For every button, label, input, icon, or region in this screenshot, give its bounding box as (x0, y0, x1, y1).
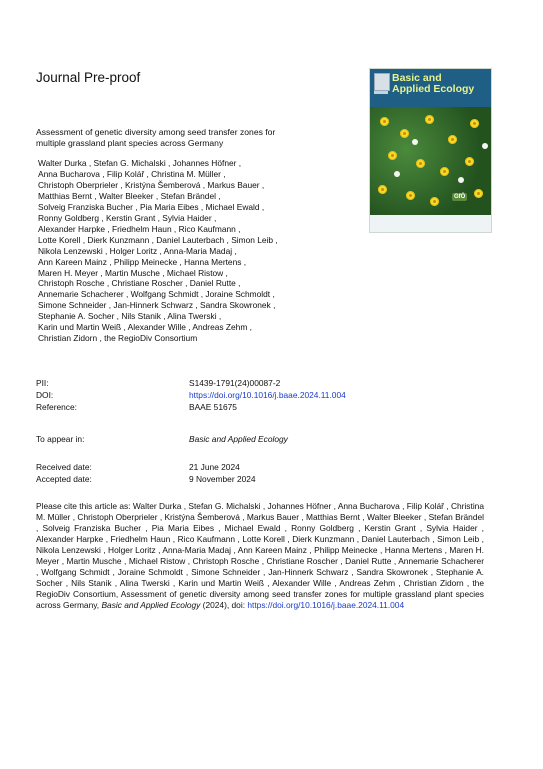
author-line: Alexander Harpke , Friedhelm Haun , Rico Kaufmann , (38, 223, 241, 234)
doi-label: DOI: (36, 390, 54, 400)
flower-icon (430, 197, 439, 206)
received-row (36, 462, 240, 473)
white-flower-icon (482, 143, 488, 149)
cover-photo-flowers (370, 107, 491, 215)
white-flower-icon (458, 177, 464, 183)
author-line: Christian Zidorn , the RegioDiv Consortium (38, 333, 198, 344)
citation-text: Please cite this article as: Walter Durka , Stefan G. Michalski , Johannes Höfner , Anna Bucharova , Filip Kolář , Christina M. Müller , Christoph Oberprieler , Kristýna Šemberová , Markus Bauer , Matthias Bernt , Walter Bleeker , Stefan Brändel , Solveig Franziska Bucher , Pia Maria Eibes , Michael Ewald , Ronny Goldberg , Kerstin Grant , Sylvia Haider , Alexander Harpke , Friedhelm Haun , Rico Kaufmann , Lotte Korell , Dierk Kunzmann , Daniel Lauterbach , Simon Leib , Nikola Lenzewski , Holger Loritz , Anna-Maria Madaj , Ann Kareen Mainz , Philipp Meinecke , Hanna Mertens , Maren H. Meyer , Martin Musche , Michael Ristow , Christoph Rosche , Christiane Roscher , Daniel Rutte , Annemarie Schacherer , Wolfgang Schmidt , Joraine Schmoldt , Simone Schneider , Jan-Hinnerk Schwarz , Sandra Skowronek , Stephanie A. Socher , Nils Stanik , Alina Twerski , Karin und Martin Weiß , Alexander Wille , Andreas Zehm , Christian Zidorn , the RegioDiv Consortium, Assessment of genetic diversity among seed transfer zones for multiple grassland plant species across Germany, (36, 501, 484, 611)
title-line: multiple grassland plant species across Germany (36, 138, 224, 148)
flower-icon (416, 159, 425, 168)
publisher-logo-icon (374, 73, 390, 91)
flower-icon (474, 189, 483, 198)
author-line: Simone Schneider , Jan-Hinnerk Schwarz , Sandra Skowronek , (38, 300, 276, 311)
cover-title-line: Basic and (392, 72, 442, 84)
received-value: 21 June 2024 (189, 462, 240, 472)
author-list (38, 158, 368, 344)
author-line: Maren H. Meyer , Martin Musche , Michael Ristow , (38, 267, 228, 278)
cover-title-line: Applied Ecology (392, 83, 475, 95)
accepted-row (36, 474, 256, 485)
author-line: Ronny Goldberg , Kerstin Grant , Sylvia Haider , (38, 212, 217, 223)
accepted-value: 9 November 2024 (189, 474, 256, 484)
flower-icon (388, 151, 397, 160)
flower-icon (425, 115, 434, 124)
author-line: Walter Durka , Stefan G. Michalski , Johannes Höfner , (38, 158, 242, 168)
author-line: Stephanie A. Socher , Nils Stanik , Alina Twerski , (38, 311, 222, 322)
title-line: Assessment of genetic diversity among seed transfer zones for (36, 127, 276, 137)
heading: Journal Pre-proof (36, 70, 141, 85)
cover-title (392, 73, 487, 95)
author-line: Matthias Bernt , Walter Bleeker , Stefan Brändel , (38, 190, 221, 201)
reference-value: BAAE 51675 (189, 402, 237, 412)
author-line: Christoph Rosche , Christiane Roscher , Daniel Rutte , (38, 278, 241, 289)
journal-name: Basic and Applied Ecology (189, 434, 288, 444)
white-flower-icon (394, 171, 400, 177)
flower-icon (470, 119, 479, 128)
flower-icon (406, 191, 415, 200)
author-line: Ann Kareen Mainz , Philipp Meinecke , Hanna Mertens , (38, 256, 247, 267)
doi-link[interactable]: https://doi.org/10.1016/j.baae.2024.11.004 (189, 390, 346, 400)
flower-icon (448, 135, 457, 144)
reference-row (36, 402, 237, 413)
pii-label: PII: (36, 378, 49, 388)
accepted-label: Accepted date: (36, 474, 92, 484)
journal-cover-image (369, 68, 492, 233)
doi-row (36, 390, 346, 401)
citation-paragraph (36, 501, 484, 611)
publisher-wordmark (374, 91, 388, 94)
author-line: Lotte Korell , Dierk Kunzmann , Daniel Lauterbach , Simon Leib , (38, 234, 278, 245)
article-title (36, 127, 336, 149)
author-line: Solveig Franziska Bucher , Pia Maria Eibes , Michael Ewald , (38, 201, 265, 212)
pii-row (36, 378, 281, 389)
citation-doi-link[interactable]: https://doi.org/10.1016/j.baae.2024.11.004 (247, 600, 405, 611)
received-label: Received date: (36, 462, 92, 472)
reference-label: Reference: (36, 402, 77, 412)
flower-icon (465, 157, 474, 166)
flower-icon (380, 117, 389, 126)
white-flower-icon (412, 139, 418, 145)
flower-icon (378, 185, 387, 194)
author-line: Annemarie Schacherer , Wolfgang Schmidt , Joraine Schmoldt , (38, 289, 275, 300)
appear-row (36, 434, 288, 445)
author-line: Karin und Martin Weiß , Alexander Wille , Andreas Zehm , (38, 322, 252, 333)
pii-value: S1439-1791(24)00087-2 (189, 378, 281, 388)
gfo-badge: GfÖ (454, 194, 466, 200)
citation-journal: Basic and Applied Ecology (101, 600, 201, 611)
flower-icon (400, 129, 409, 138)
author-line: Anna Bucharova , Filip Kolář , Christina M. Müller , (38, 168, 226, 179)
appear-label: To appear in: (36, 434, 85, 444)
author-line: Nikola Lenzewski , Holger Loritz , Anna-Maria Madaj , (38, 245, 237, 256)
flower-icon (440, 167, 449, 176)
author-line: Christoph Oberprieler , Kristýna Šemberová , Markus Bauer , (38, 179, 265, 190)
citation-tail: (2024), doi: (200, 600, 248, 611)
cover-footer (370, 215, 491, 232)
